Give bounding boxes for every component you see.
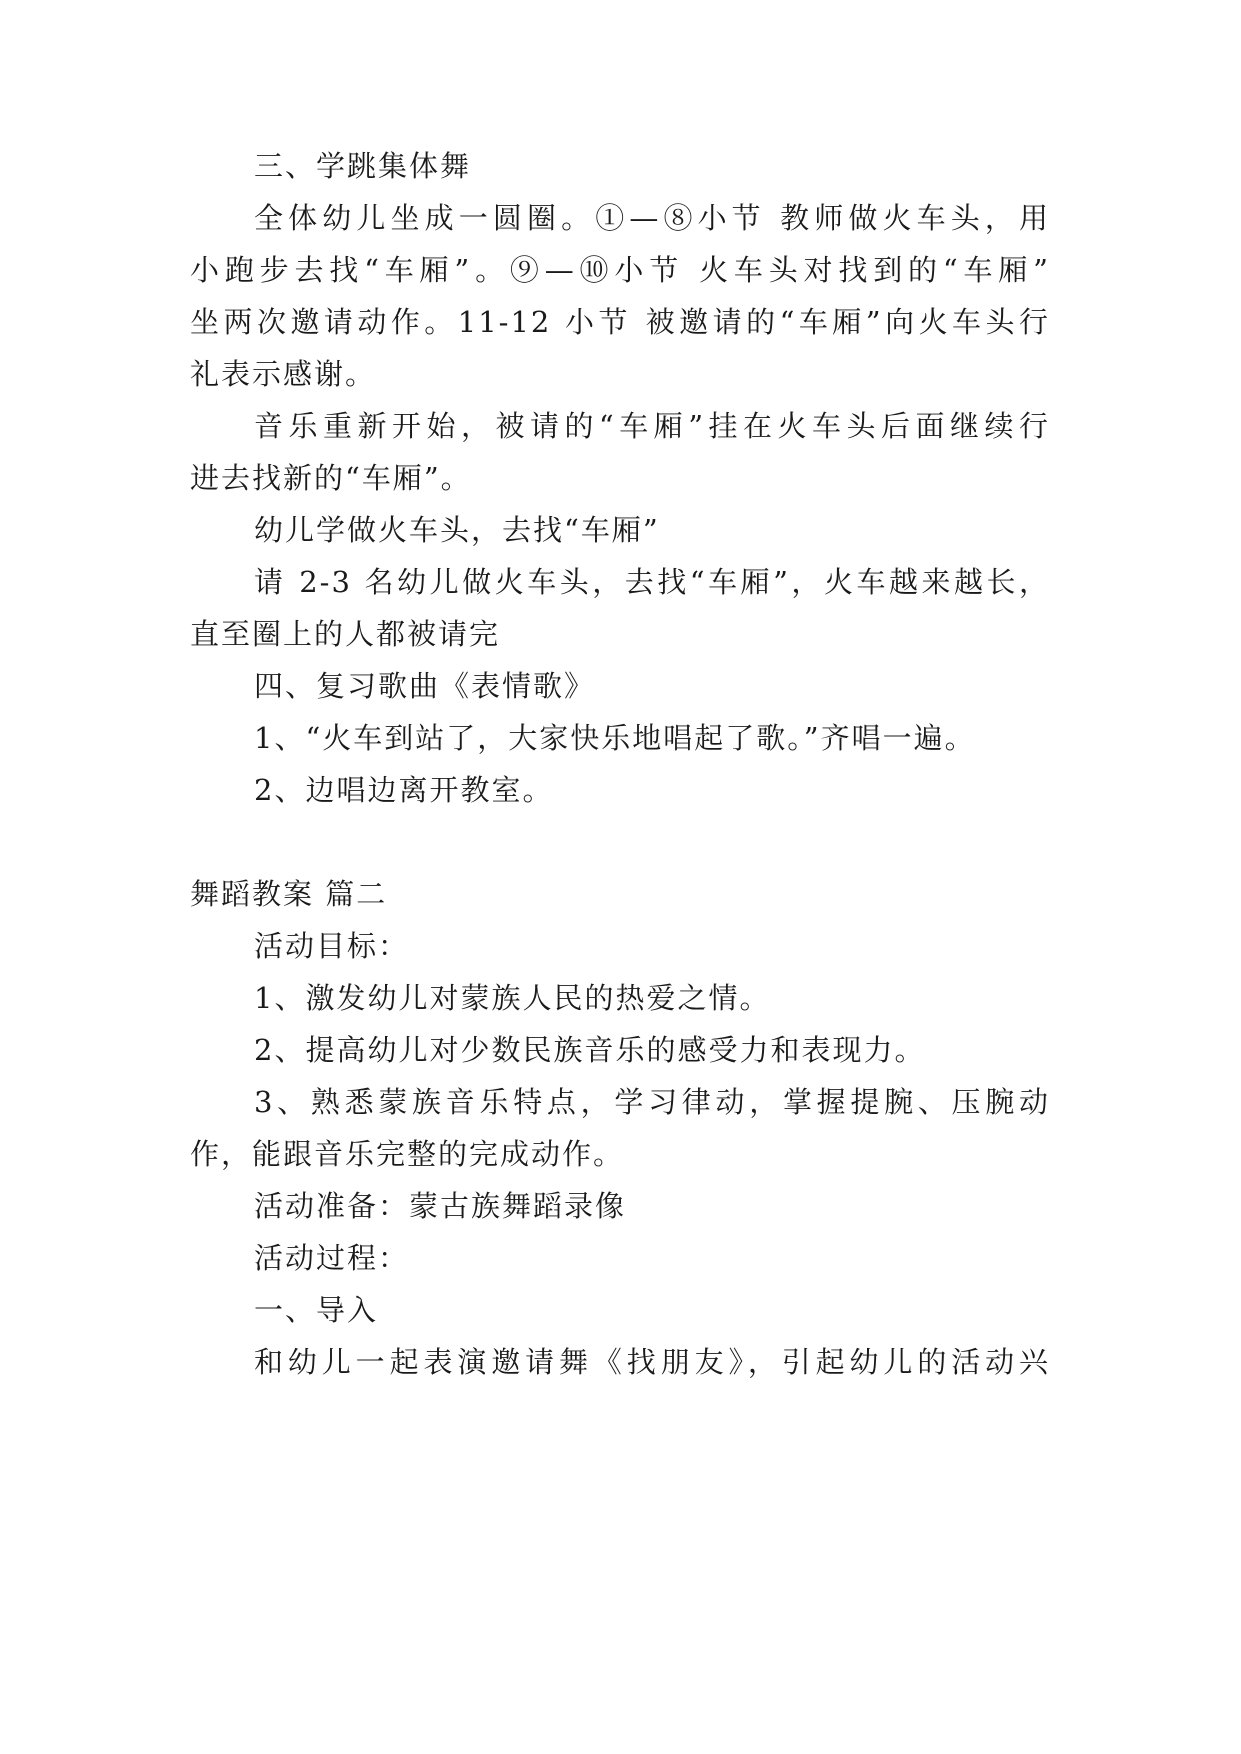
paragraph-line: 小跑步去找“车厢”。⑨—⑩小节 火车头对找到的“车厢” <box>190 253 1050 287</box>
list-item: 1、“火车到站了，大家快乐地唱起了歌。”齐唱一遍。 <box>254 721 976 755</box>
list-item-continuation: 作，能跟音乐完整的完成动作。 <box>190 1137 625 1171</box>
paragraph-line: 全体幼儿坐成一圆圈。①—⑧小节 教师做火车头，用 <box>254 201 1050 235</box>
paragraph-line: 直至圈上的人都被请完 <box>190 617 501 651</box>
paragraph-line: 进去找新的“车厢”。 <box>190 461 472 495</box>
list-item: 3、熟悉蒙族音乐特点，学习律动，掌握提腕、压腕动 <box>254 1085 1050 1119</box>
paragraph-line: 坐两次邀请动作。11-12 小节 被邀请的“车厢”向火车头行 <box>190 305 1050 339</box>
paragraph-line: 和幼儿一起表演邀请舞《找朋友》，引起幼儿的活动兴 <box>254 1345 1050 1379</box>
list-item: 2、边唱边离开教室。 <box>254 773 554 807</box>
paragraph-line: 礼表示感谢。 <box>190 357 377 391</box>
list-item: 1、激发幼儿对蒙族人民的热爱之情。 <box>254 981 771 1015</box>
preparation-line: 活动准备：蒙古族舞蹈录像 <box>254 1189 627 1223</box>
process-heading: 活动过程： <box>254 1241 410 1275</box>
paragraph-line: 幼儿学做火车头，去找“车厢” <box>254 513 660 547</box>
part2-title: 舞蹈教案 篇二 <box>190 877 388 911</box>
section4-heading: 四、复习歌曲《表情歌》 <box>254 669 596 703</box>
section3-heading: 三、学跳集体舞 <box>254 149 472 183</box>
paragraph-line: 音乐重新开始，被请的“车厢”挂在火车头后面继续行 <box>254 409 1050 443</box>
step1-heading: 一、导入 <box>254 1293 379 1327</box>
list-item: 2、提高幼儿对少数民族音乐的感受力和表现力。 <box>254 1033 926 1067</box>
goals-heading: 活动目标： <box>254 929 410 963</box>
paragraph-line: 请 2-3 名幼儿做火车头，去找“车厢”，火车越来越长， <box>254 565 1050 599</box>
